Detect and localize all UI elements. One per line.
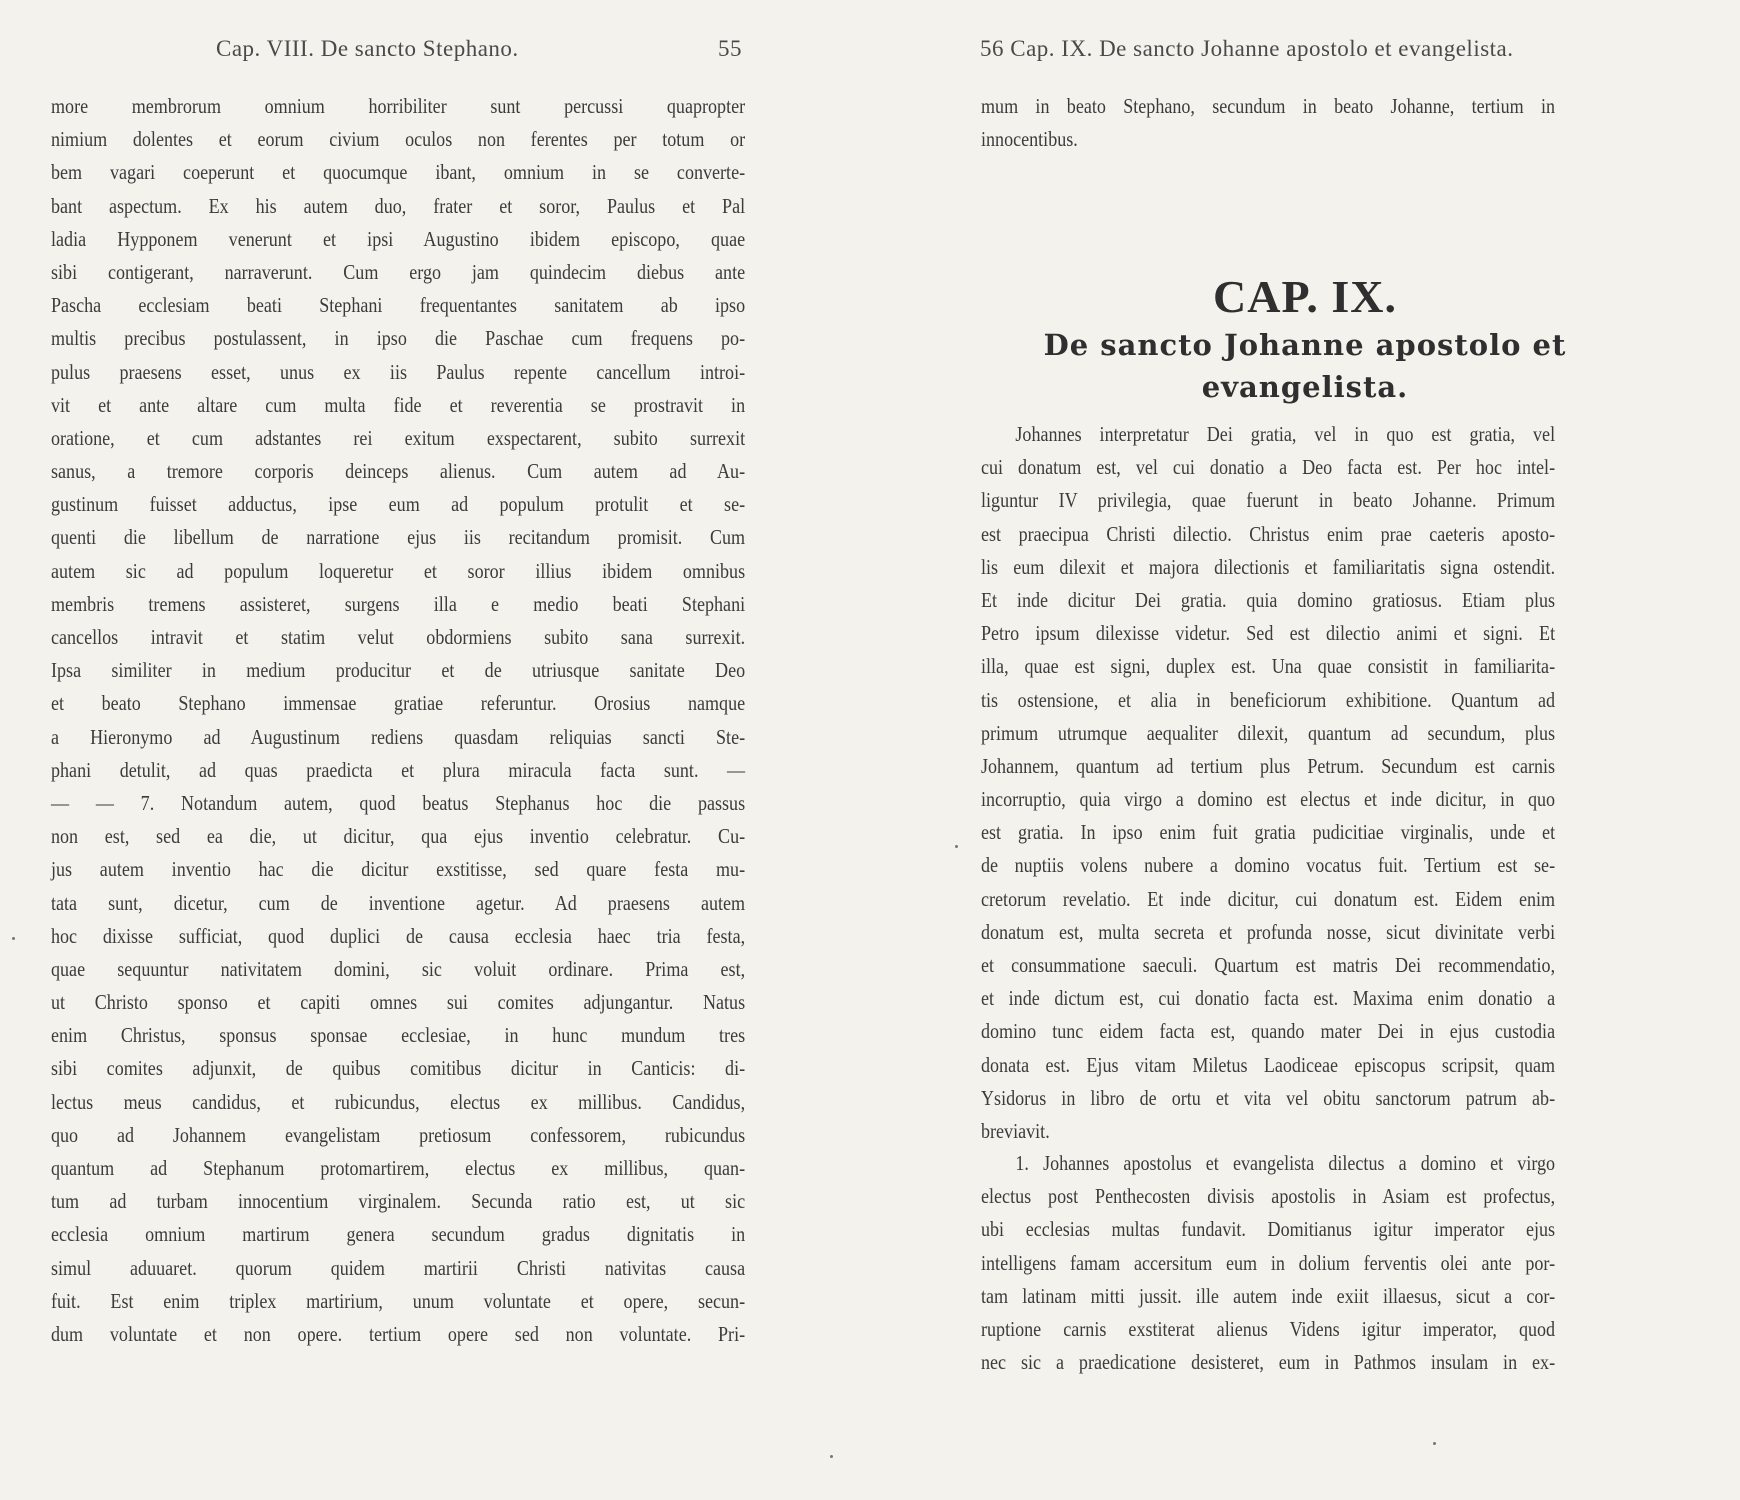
page-speck (1433, 1442, 1436, 1445)
text-line: donatum est, multa secreta et profunda nosse, sicut divinitate verbi (981, 919, 1556, 944)
right-header-title: 56 Cap. IX. De sancto Johanne apostolo et evangelista. (980, 36, 1514, 61)
text-line: breviavit. (981, 1118, 1050, 1143)
text-line: tam latinam mitti jussit. ille autem inde exiit illaesus, sicut a cor- (981, 1283, 1556, 1308)
text-line: de nuptiis volens nubere a domino vocatus fuit. Tertium est se- (981, 853, 1556, 878)
text-line: a Hieronymo ad Augustinum rediens quasdam reliquias sancti Ste- (51, 724, 746, 749)
text-line: lectus meus candidus, et rubicundus, electus ex millibus. Candidus, (51, 1089, 746, 1114)
text-line: donata est. Ejus vitam Miletus Laodiceae episcopus scripsit, quam (981, 1052, 1556, 1077)
text-line: et inde dictum est, cui donatio facta est. Maxima enim donatio a (981, 986, 1556, 1011)
text-line: ubi ecclesias multas fundavit. Domitianus igitur imperator ejus (981, 1217, 1556, 1242)
text-line: Petro ipsum dilexisse videtur. Sed est dilectio animi et signi. Et (981, 621, 1556, 646)
text-line: bant aspectum. Ex his autem duo, frater et soror, Paulus et Pal (51, 193, 746, 218)
text-line: sibi contigerant, narraverunt. Cum ergo jam quindecim diebus ante (51, 259, 746, 284)
text-line: sanus, a tremore corporis deinceps alienus. Cum autem ad Au- (51, 459, 746, 484)
left-body-text (51, 90, 745, 1351)
text-line: non est, sed ea die, ut dicitur, qua ejus inventio celebratur. Cu- (51, 824, 746, 849)
text-line: tis ostensione, et alia in beneficiorum exhibitione. Quantum ad (981, 687, 1556, 712)
text-line: cretorum revelatio. Et inde dicitur, cui donatum est. Eidem enim (981, 886, 1556, 911)
text-line: domino tunc eidem facta est, quando mater Dei in ejus custodia (981, 1019, 1556, 1044)
text-line: oratione, et cum adstantes rei exitum exspectarent, subito surrexit (51, 425, 746, 450)
text-line: ut Christo sponso et capiti omnes sui comites adjungantur. Natus (51, 990, 746, 1015)
text-line: multis precibus postulassent, in ipso die Paschae cum frequens po- (51, 326, 746, 351)
text-line: Ysidorus in libro de ortu et vita vel obitu sanctorum patrum ab- (981, 1085, 1556, 1110)
text-line: dum voluntate et non opere. tertium opere sed non voluntate. Pri- (51, 1321, 746, 1346)
text-line: incorruptio, quia virgo a domino est electus et inde dicitur, in quo (981, 787, 1556, 812)
text-line: phani detulit, ad quas praedicta et plura miracula facta sunt. — (51, 757, 746, 782)
text-line: est praecipua Christi dilectio. Christus enim prae caeteris aposto- (981, 521, 1556, 546)
text-line: simul aduuaret. quorum quidem martirii Christi nativitas causa (51, 1255, 746, 1280)
left-header-title: Cap. VIII. De sancto Stephano. (216, 36, 519, 61)
text-line: sibi comites adjunxit, de quibus comitibus dicitur in Canticis: di- (51, 1056, 746, 1081)
text-line: illa, quae est signi, duplex est. Una quae consistit in familiarita- (981, 654, 1556, 679)
text-line: nec sic a praedicatione desisteret, eum in Pathmos insulam in ex- (981, 1350, 1556, 1375)
text-line: Et inde dicitur Dei gratia. quia domino gratiosus. Etiam plus (981, 587, 1556, 612)
text-line: bem vagari coeperunt et quocumque ibant, omnium in se converte- (51, 160, 746, 185)
text-line: enim Christus, sponsus sponsae ecclesiae, in hunc mundum tres (51, 1023, 746, 1048)
text-line: tata sunt, dicetur, cum de inventione agetur. Ad praesens autem (51, 890, 746, 915)
right-top-text (981, 90, 1555, 156)
text-line: Ipsa similiter in medium producitur et de utriusque sanitate Deo (51, 658, 746, 683)
left-running-header (216, 36, 742, 62)
text-line: nimium dolentes et eorum civium oculos non ferentes per totum or (51, 127, 746, 152)
text-line: liguntur IV privilegia, quae fuerunt in beato Johanne. Primum (981, 488, 1556, 513)
text-line: gustinum fuisset adductus, ipse eum ad populum protulit et se- (51, 492, 746, 517)
text-line: mum in beato Stephano, secundum in beato Johanne, tertium in (981, 94, 1556, 118)
right-paragraph-1 (981, 418, 1555, 1148)
right-running-header (980, 36, 1514, 62)
text-line: vit et ante altare cum multa fide et reverentia se prostravit in (51, 392, 746, 417)
right-page (870, 0, 1740, 1500)
text-line: Johannem, quantum ad tertium plus Petrum. Secundum est carnis (981, 753, 1556, 778)
text-line: hoc dixisse sufficiat, quod duplici de causa ecclesia haec tria festa, (51, 923, 746, 948)
text-line: fuit. Est enim triplex martirium, unum voluntate et opere, secun- (51, 1288, 746, 1313)
text-line: quenti die libellum de narratione ejus iis recitandum promisit. Cum (51, 525, 746, 550)
left-page-number: 55 (718, 36, 742, 61)
page-speck (955, 845, 958, 848)
text-line: Johannes interpretatur Dei gratia, vel in quo est gratia, vel (1015, 422, 1556, 446)
text-line: autem sic ad populum loqueretur et soror illius ibidem omnibus (51, 558, 746, 583)
text-line: et consummatione saeculi. Quartum est matris Dei recommendatio, (981, 953, 1556, 977)
text-line: ecclesia omnium martirum genera secundum gradus dignitatis in (51, 1222, 746, 1247)
text-line: lis eum dilexit et majora dilectionis et familiaritatis signa ostendit. (981, 554, 1556, 579)
text-line: Pascha ecclesiam beati Stephani frequentantes sanitatem ab ipso (51, 293, 746, 318)
page-speck (830, 1455, 833, 1458)
text-line: quantum ad Stephanum protomartirem, electus ex millibus, quan- (51, 1156, 746, 1180)
text-line: quo ad Johannem evangelistam pretiosum confessorem, rubicundus (51, 1122, 746, 1147)
text-line: 1. Johannes apostolus et evangelista dilectus a domino et virgo (1015, 1151, 1556, 1175)
text-line: et beato Stephano immensae gratiae referuntur. Orosius namque (51, 691, 746, 716)
text-line: quae sequuntur nativitatem domini, sic voluit ordinare. Prima est, (51, 956, 746, 981)
text-line: cui donatum est, vel cui donatio a Deo facta est. Per hoc intel- (981, 455, 1556, 480)
text-line: jus autem inventio hac die dicitur exstitisse, sed quare festa mu- (51, 857, 746, 882)
text-line: membris tremens assisteret, surgens illa e medio beati Stephani (51, 591, 746, 616)
text-line: innocentibus. (981, 127, 1078, 152)
text-line: pulus praesens esset, unus ex iis Paulus repente cancellum introi- (51, 359, 746, 384)
chapter-heading: CAP. IX. (1213, 271, 1397, 322)
text-line: ruptione carnis exstiterat alienus Videns igitur imperator, quod (981, 1316, 1556, 1341)
text-line: ladia Hypponem venerunt et ipsi Augustino ibidem episcopo, quae (51, 226, 746, 251)
text-line: est gratia. In ipso enim fuit gratia pudicitiae virginalis, unde et (981, 820, 1556, 845)
chapter-subtitle-line2: evangelista. (1201, 370, 1409, 404)
text-line: intelligens famam accersitum eum in dolium ferventis olei ante por- (981, 1250, 1556, 1275)
page-speck (12, 937, 15, 940)
text-line: — — 7. Notandum autem, quod beatus Stephanus hoc die passus (51, 790, 746, 815)
right-paragraph-2 (981, 1147, 1555, 1379)
text-line: tum ad turbam innocentium virginalem. Secunda ratio est, ut sic (51, 1189, 746, 1214)
text-line: more membrorum omnium horribiliter sunt percussi quapropter (51, 94, 746, 118)
text-line: primum utrumque aequaliter dilexit, quantum ad secundum, plus (981, 720, 1556, 745)
chapter-subtitle-line1: De sancto Johanne apostolo et (1043, 328, 1567, 362)
text-line: cancellos intravit et statim velut obdormiens subito sana surrexit. (51, 625, 746, 649)
text-line: electus post Penthecosten divisis apostolis in Asiam est profectus, (981, 1184, 1556, 1209)
